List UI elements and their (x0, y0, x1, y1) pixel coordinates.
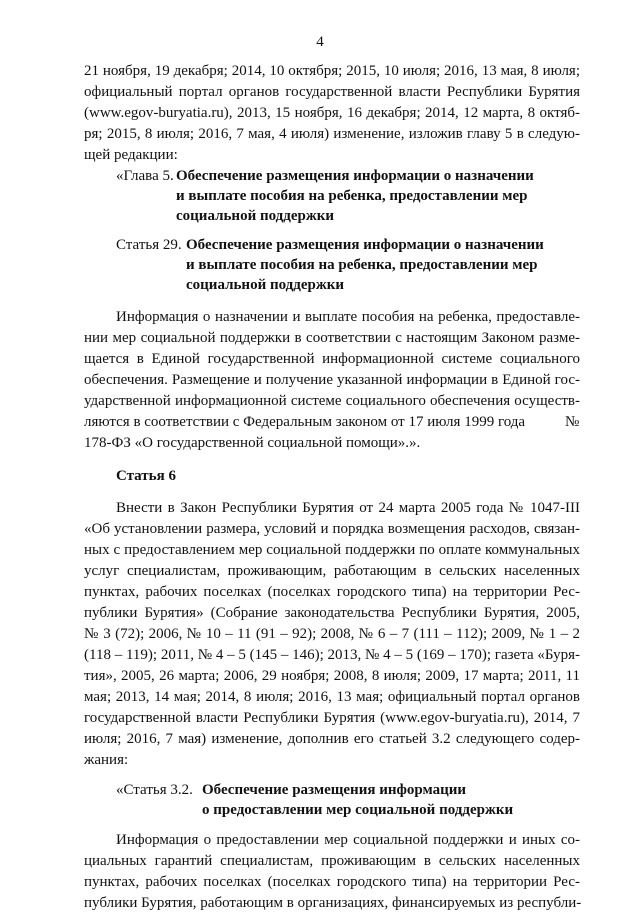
article32-text-line-2: циальных гарантий специалистам, проживающим в сельских населенных (84, 853, 580, 869)
article6-text-line-9: тия», 2005, 26 марта; 2006, 29 ноября; 2008, 8 июля; 2009, 17 марта; 2011, 11 (84, 668, 580, 684)
article6-heading: Статья 6 (116, 468, 176, 484)
chapter5-title-line-1: Обеспечение размещения информации о назначении (176, 168, 534, 184)
intro-line-5: щей редакции: (84, 147, 178, 163)
chapter5-title-line-3: социальной поддержки (176, 208, 335, 224)
article6-text-line-13: жания: (84, 752, 129, 768)
article29-text-line-7: 178-ФЗ «О государственной социальной помощи».». (84, 435, 421, 451)
chapter5-prefix: «Глава 5. (116, 168, 174, 184)
article6-text-line-7: № 3 (72); 2006, № 10 – 11 (91 – 92); 2008, № 6 – 7 (111 – 112); 2009, № 1 – 2 (84, 626, 580, 642)
article6-text-line-12: июля; 2016, 7 мая) изменение, дополнив его статьей 3.2 следующего содер- (84, 731, 580, 747)
article29-text-line-5: ударственной информационной системе социального обеспечения осуществ- (84, 393, 580, 409)
article32-prefix: «Статья 3.2. (116, 782, 193, 798)
article6-text-line-2: «Об установлении размера, условий и порядка возмещения расходов, связан- (84, 521, 580, 537)
article29-text-number-sign: № (565, 414, 580, 430)
article29-text-line-1: Информация о назначении и выплате пособия на ребенка, предоставле- (116, 309, 580, 325)
page-number: 4 (316, 34, 324, 50)
intro-line-1: 21 ноября, 19 декабря; 2014, 10 октября; 2015, 10 июля; 2016, 13 мая, 8 июля; (84, 63, 580, 79)
article32-text-line-1: Информация о предоставлении мер социальной поддержки и иных со- (116, 832, 580, 848)
article32-text-line-3: пунктах, рабочих поселках (поселках городского типа) на территории Рес- (84, 874, 580, 890)
article32-title-line-1: Обеспечение размещения информации (202, 782, 467, 798)
intro-line-3: (www.egov-buryatia.ru), 2013, 15 ноября, 16 декабря; 2014, 12 марта, 8 октяб- (84, 105, 580, 121)
article6-text-line-1: Внести в Закон Республики Бурятия от 24 марта 2005 года № 1047-III (116, 500, 580, 516)
article29-text-line-3: щается в Единой государственной информационной системе социального (84, 351, 580, 367)
article29-text-line-4: обеспечения. Размещение и получение указанной информации в Единой гос- (84, 372, 580, 388)
article29-text-line-2: нии мер социальной поддержки в соответствии с настоящим Законом разме- (84, 330, 580, 346)
article6-text-line-6: публики Бурятия» (Собрание законодательства Республики Бурятия, 2005, (84, 605, 580, 621)
article29-text-line-6: ляются в соответствии с Федеральным законом от 17 июля 1999 года (84, 414, 526, 430)
article6-text-line-8: (118 – 119); 2011, № 4 – 5 (145 – 146); 2013, № 4 – 5 (169 – 170); газета «Буря- (84, 647, 580, 663)
article6-text-line-3: ных с предоставлением мер социальной поддержки по оплате коммунальных (84, 542, 580, 558)
article32-text-line-4: публики Бурятия, работающим в организациях, финансируемых из республи- (84, 895, 582, 911)
article29-title-line-1: Обеспечение размещения информации о назначении (186, 237, 544, 253)
article6-text-line-11: государственной власти Республики Бурятия (www.egov-buryatia.ru), 2014, 7 (84, 710, 580, 726)
article32-title-line-2: о предоставлении мер социальной поддержки (202, 802, 514, 818)
intro-line-4: ря; 2015, 8 июля; 2016, 7 мая, 4 июля) изменение, изложив главу 5 в следую- (84, 126, 580, 142)
article29-prefix: Статья 29. (116, 237, 182, 253)
article6-text-line-4: услуг специалистам, проживающим, работающим в сельских населенных (84, 563, 580, 579)
intro-line-2: официальный портал органов государственной власти Республики Бурятия (84, 84, 580, 100)
article29-title-line-3: социальной поддержки (186, 277, 345, 293)
chapter5-title-line-2: и выплате пособия на ребенка, предоставлении мер (176, 188, 528, 204)
article6-text-line-10: мая; 2013, 14 мая; 2014, 8 июля; 2016, 13 мая; официальный портал органов (84, 689, 580, 705)
article6-text-line-5: пунктах, рабочих поселках (поселках городского типа) на территории Рес- (84, 584, 580, 600)
article29-title-line-2: и выплате пособия на ребенка, предоставлении мер (186, 257, 538, 273)
